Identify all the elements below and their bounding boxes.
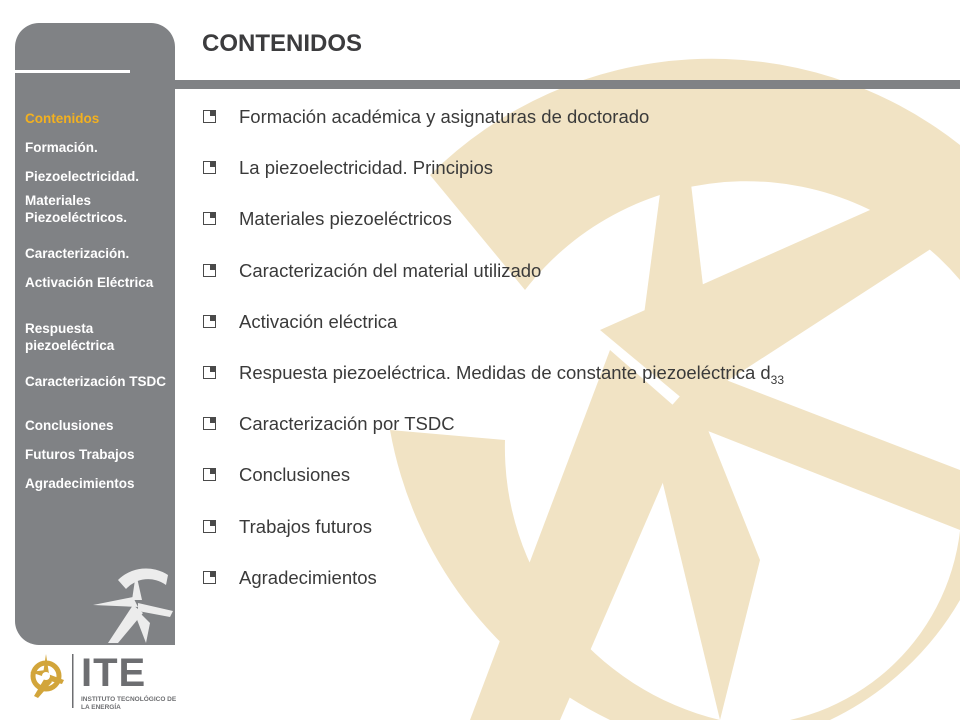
sidebar-item-tsdc[interactable]: Caracterización TSDC xyxy=(25,374,167,389)
list-item-text: Conclusiones xyxy=(239,464,351,486)
sidebar-item-respuesta[interactable]: Respuesta piezoeléctrica xyxy=(25,321,115,353)
sidebar-item-conclusiones[interactable]: Conclusiones xyxy=(25,418,114,433)
list-item xyxy=(203,514,784,565)
logo-subtitle-line2: LA ENERGÍA xyxy=(81,704,121,711)
bullet-icon xyxy=(203,212,216,225)
bullet-icon xyxy=(203,571,216,584)
bullet-icon xyxy=(203,366,216,379)
logo-wordmark: ITE xyxy=(81,651,147,695)
list-item xyxy=(203,206,784,257)
bullet-icon xyxy=(203,264,216,277)
list-item-text-wrap xyxy=(239,360,784,393)
sidebar-nav xyxy=(25,110,170,504)
bullet-icon xyxy=(203,520,216,533)
page-title: CONTENIDOS xyxy=(202,30,363,57)
sidebar-item-contenidos[interactable]: Contenidos xyxy=(25,111,100,126)
list-item-text: Formación académica y asignaturas de doctorado xyxy=(239,106,650,127)
list-item xyxy=(203,462,784,513)
list-item-text: La piezoelectricidad. Principios xyxy=(239,157,493,179)
bullet-icon xyxy=(203,417,216,430)
header-bar xyxy=(175,80,960,89)
sidebar-item-piezoelectricidad[interactable]: Piezoelectricidad. xyxy=(25,169,140,184)
sidebar-item-futuros[interactable]: Futuros Trabajos xyxy=(25,447,135,462)
list-item-text: Respuesta piezoeléctrica. Medidas de constante piezoeléctrica d xyxy=(239,361,771,383)
sidebar-divider xyxy=(15,70,130,73)
sidebar-item-activacion[interactable]: Activación Eléctrica xyxy=(25,275,154,290)
list-item xyxy=(203,155,784,206)
logo-subtitle-line1: INSTITUTO TECNOLÓGICO DE xyxy=(81,696,177,703)
list-item xyxy=(203,411,784,462)
list-item xyxy=(203,258,784,309)
bullet-icon xyxy=(203,315,216,328)
sidebar-compass-icon xyxy=(88,565,178,645)
list-item-text: Activación eléctrica xyxy=(239,310,398,332)
list-item-text: Trabajos futuros xyxy=(239,515,372,537)
sidebar-item-agradecimientos[interactable]: Agradecimientos xyxy=(25,476,135,491)
list-item-text: Agradecimientos xyxy=(239,566,377,588)
sidebar-item-formacion[interactable]: Formación. xyxy=(25,140,98,155)
bullet-icon xyxy=(203,161,216,174)
list-item xyxy=(203,309,784,360)
sidebar-item-caracterizacion[interactable]: Caracterización. xyxy=(25,246,130,261)
sidebar-item-materiales[interactable]: Materiales Piezoeléctricos. xyxy=(25,193,128,225)
bullet-icon xyxy=(203,468,216,481)
list-item-text: Caracterización del material utilizado xyxy=(239,259,542,281)
list-item xyxy=(203,565,784,616)
list-item xyxy=(203,360,784,411)
list-item xyxy=(203,104,784,155)
content-list xyxy=(203,104,784,616)
bullet-icon xyxy=(203,110,216,123)
list-item-text: Caracterización por TSDC xyxy=(239,413,455,435)
subscript: 33 xyxy=(770,372,785,387)
list-item-text: Materiales piezoeléctricos xyxy=(239,208,452,230)
